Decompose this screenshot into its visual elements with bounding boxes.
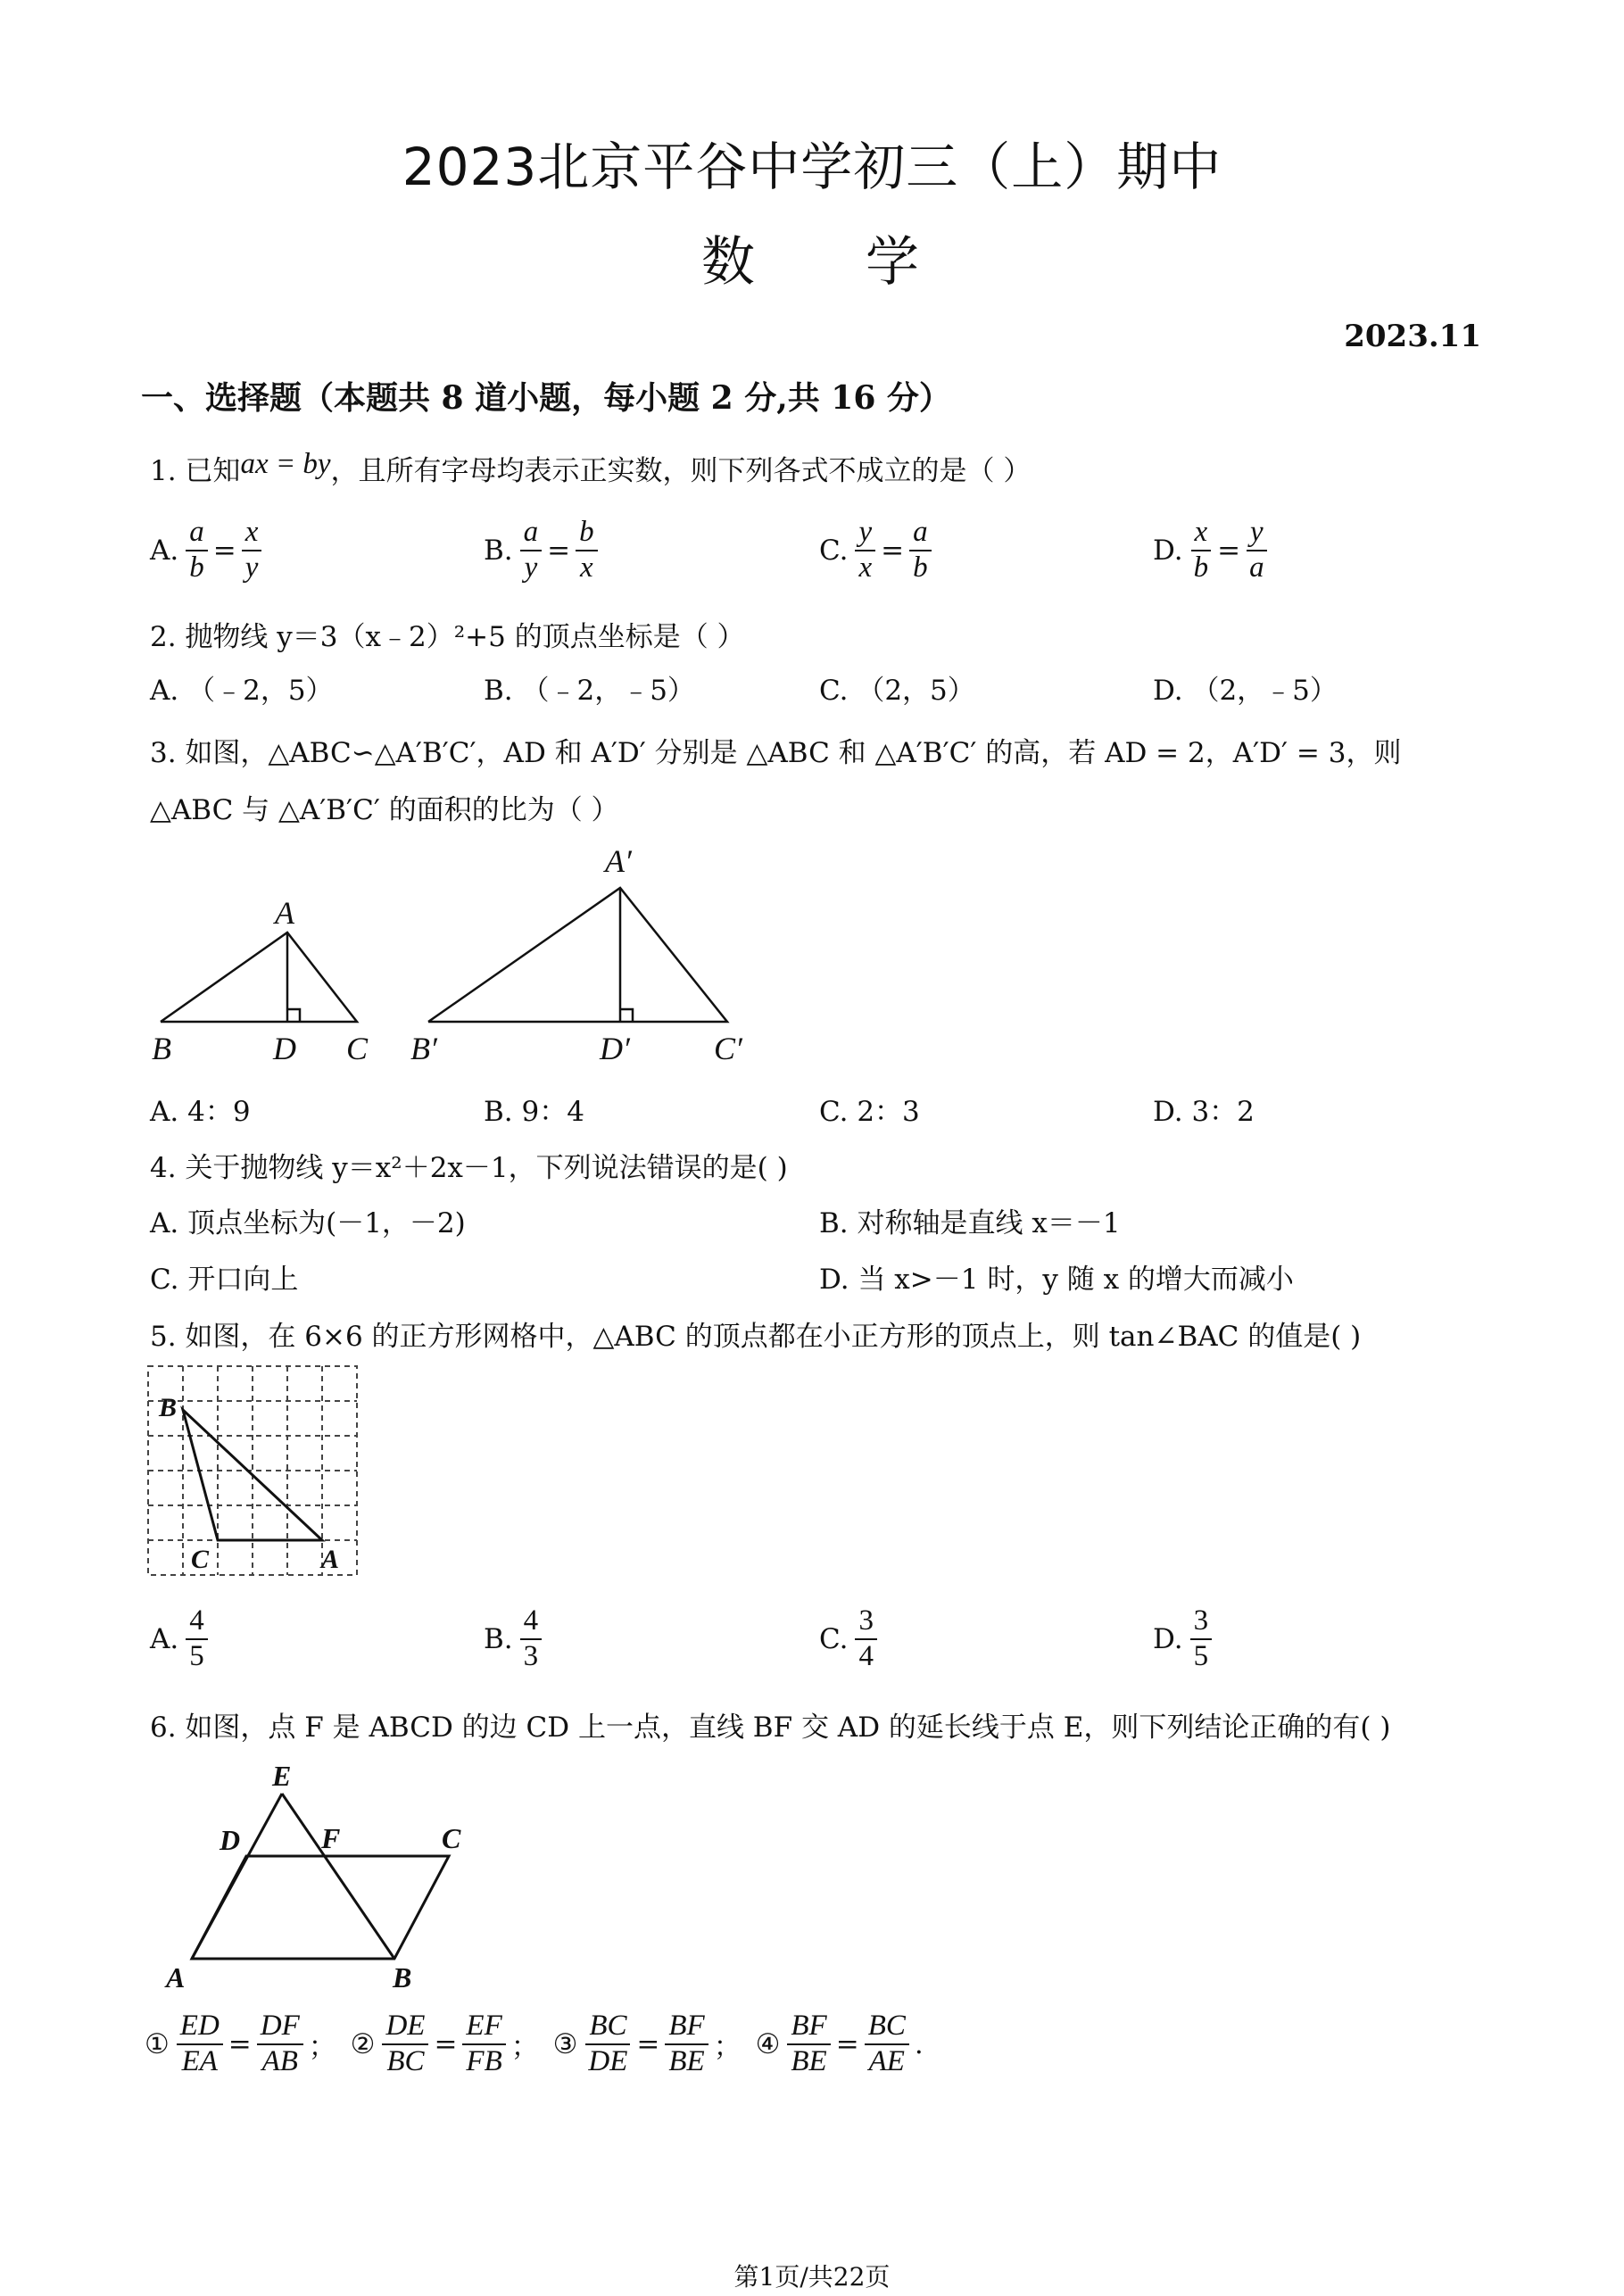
fig6-label-a: A — [166, 1961, 186, 1993]
denominator: EA — [181, 2044, 218, 2077]
grid-label-a: A — [321, 1545, 340, 1574]
q6-parallelogram-figure — [152, 1753, 491, 1994]
denominator: FB — [466, 2044, 502, 2077]
denominator: x — [858, 551, 873, 584]
q6-statement-2[interactable] — [350, 2010, 544, 2077]
q3-option-b[interactable]: B. 9：4 — [484, 1096, 584, 1128]
denominator: b — [913, 551, 928, 584]
equals-sign: = — [881, 534, 905, 567]
q6-statement-4[interactable] — [755, 2010, 929, 2077]
fraction — [855, 516, 875, 585]
label-b: B — [152, 1031, 171, 1066]
equals-sign: = — [212, 534, 236, 567]
denominator: DE — [588, 2044, 628, 2077]
subject-char-2: 学 — [866, 231, 923, 294]
denominator: 5 — [1193, 1639, 1209, 1672]
numerator: x — [1191, 516, 1212, 551]
separator: ； — [510, 2031, 539, 2064]
fig6-label-b: B — [393, 1961, 412, 1993]
line-eb — [282, 1794, 394, 1959]
triangle-abc — [161, 932, 357, 1022]
numerator: 4 — [186, 1604, 208, 1640]
denominator: b — [1193, 551, 1209, 584]
denominator: 4 — [858, 1639, 874, 1672]
option-label: A. — [150, 534, 179, 567]
parallelogram-abcd — [192, 1856, 449, 1959]
denominator: BC — [386, 2044, 425, 2077]
fraction — [177, 2010, 223, 2079]
fraction — [1190, 1604, 1213, 1674]
line-ae — [192, 1794, 282, 1959]
numerator: ED — [177, 2010, 223, 2045]
exam-title: 2023北京平谷中学初三（上）期中 — [402, 137, 1222, 197]
numerator: DF — [257, 2010, 303, 2045]
option-label: C. — [819, 534, 849, 567]
label-d-prime: D′ — [600, 1031, 630, 1066]
q5-option-d[interactable] — [1153, 1604, 1212, 1674]
label-c: C — [346, 1031, 369, 1066]
q2-option-b[interactable]: B. （﹣2，﹣5） — [484, 675, 695, 707]
numerator: BF — [665, 2010, 708, 2045]
numerator: b — [576, 516, 598, 551]
denominator: b — [189, 551, 204, 584]
denominator: a — [1249, 551, 1264, 584]
denominator: AB — [261, 2044, 298, 2077]
fraction — [855, 1604, 877, 1674]
q1-option-b[interactable] — [484, 516, 598, 585]
separator: . — [914, 2027, 924, 2060]
denominator: AE — [868, 2044, 905, 2077]
q5-grid-figure — [143, 1361, 366, 1584]
q2-option-d[interactable]: D. （2，﹣5） — [1153, 675, 1338, 707]
fraction — [186, 1604, 208, 1674]
numerator: 3 — [1190, 1604, 1213, 1640]
numerator: y — [1247, 516, 1267, 551]
right-angle-mark — [287, 1009, 300, 1022]
numerator: 3 — [855, 1604, 877, 1640]
label-d: D — [273, 1031, 296, 1066]
denominator: y — [524, 551, 538, 584]
fraction — [909, 516, 932, 585]
option-label: D. — [1153, 1622, 1183, 1655]
fraction — [257, 2010, 303, 2079]
grid-label-b: B — [159, 1393, 178, 1422]
grid-label-c: C — [191, 1545, 210, 1574]
denominator: 3 — [523, 1639, 539, 1672]
question-6: 6. 如图，点 F 是 ABCD 的边 CD 上一点，直线 BF 交 AD 的延长线于点 E，则下列结论正确的有( ) — [150, 1712, 1391, 1744]
fraction — [1246, 516, 1268, 585]
equals-sign: = — [835, 2027, 859, 2060]
option-label: B. — [484, 534, 513, 567]
q1-option-c[interactable] — [819, 516, 932, 585]
equals-sign: = — [636, 2027, 660, 2060]
statement-label: ② — [350, 2027, 376, 2060]
fraction — [576, 516, 598, 585]
subject-char-1: 数 — [701, 231, 758, 294]
denominator: BE — [791, 2044, 827, 2077]
fraction — [520, 1604, 543, 1674]
question-1 — [150, 448, 1031, 488]
question-2: 2. 抛物线 y＝3（x﹣2）²+5 的顶点坐标是（ ） — [150, 621, 745, 653]
question-3-line-2: △ABC 与 △A′B′C′ 的面积的比为（ ） — [150, 794, 619, 826]
equals-sign: = — [228, 2027, 252, 2060]
fraction — [584, 2010, 631, 2079]
separator: ； — [308, 2031, 336, 2064]
fraction — [462, 2010, 505, 2079]
label-b-prime: B′ — [410, 1031, 437, 1066]
option-label: A. — [150, 1622, 179, 1655]
q1-suffix: ，且所有字母均表示正实数，则下列各式不成立的是（ ） — [330, 455, 1032, 487]
q4-option-b[interactable]: B. 对称轴是直线 x＝－1 — [819, 1207, 1121, 1239]
numerator: BC — [865, 2010, 909, 2045]
numerator: 4 — [520, 1604, 543, 1640]
numerator: x — [242, 516, 262, 551]
fig6-label-c: C — [442, 1822, 461, 1854]
section-title: 一、选择题（本题共 8 道小题，每小题 2 分,共 16 分） — [141, 379, 951, 417]
equals-sign: = — [434, 2027, 458, 2060]
denominator: y — [244, 551, 259, 584]
fraction — [520, 516, 543, 585]
numerator: a — [520, 516, 543, 551]
q1-option-d[interactable] — [1153, 516, 1268, 585]
numerator: EF — [462, 2010, 505, 2045]
q2-option-a[interactable]: A. （﹣2，5） — [150, 675, 334, 707]
separator: ； — [713, 2031, 742, 2064]
numerator: a — [909, 516, 932, 551]
option-label: D. — [1153, 534, 1183, 567]
q5-option-b[interactable] — [484, 1604, 542, 1674]
statement-label: ① — [145, 2027, 170, 2060]
statement-label: ④ — [755, 2027, 781, 2060]
numerator: BF — [787, 2010, 830, 2045]
label-c-prime: C′ — [714, 1031, 742, 1066]
fraction — [787, 2010, 830, 2079]
q1-option-a[interactable] — [150, 516, 261, 585]
label-a: A — [275, 895, 294, 931]
fig6-label-d: D — [220, 1824, 241, 1856]
q3-triangles-figure — [143, 834, 767, 1075]
question-4: 4. 关于抛物线 y＝x²＋2x－1，下列说法错误的是( ) — [150, 1152, 788, 1184]
q1-expr: ax = by — [240, 448, 331, 480]
equals-sign: = — [1217, 534, 1241, 567]
q3-option-a[interactable]: A. 4：9 — [150, 1096, 251, 1128]
statement-label: ③ — [552, 2027, 578, 2060]
option-label: B. — [484, 1622, 513, 1655]
q4-option-d[interactable]: D. 当 x>－1 时，y 随 x 的增大而减小 — [819, 1264, 1294, 1296]
fraction — [665, 2010, 708, 2079]
fig6-label-f: F — [321, 1822, 341, 1854]
q4-option-c[interactable]: C. 开口向上 — [150, 1264, 299, 1296]
numerator: DE — [382, 2010, 428, 2045]
fraction — [865, 2010, 909, 2079]
q4-option-a[interactable]: A. 顶点坐标为(－1，－2) — [150, 1207, 466, 1239]
fraction — [242, 516, 262, 585]
question-3-line-1: 3. 如图，△ABC∽△A′B′C′，AD 和 A′D′ 分别是 △ABC 和 △A′B′C′ 的高，若 AD = 2，A′D′ = 3，则 — [150, 737, 1402, 769]
right-angle-mark-2 — [620, 1009, 633, 1022]
page-number: 第1页/共22页 — [733, 2262, 891, 2292]
q1-prefix: 1. 已知 — [150, 455, 241, 487]
label-a-prime: A′ — [605, 843, 632, 879]
q5-option-c[interactable] — [819, 1604, 877, 1674]
option-label: C. — [819, 1622, 849, 1655]
denominator: BE — [668, 2044, 705, 2077]
q5-option-a[interactable] — [150, 1604, 208, 1674]
q6-statement-3[interactable] — [552, 2010, 747, 2077]
numerator: y — [855, 516, 875, 551]
q3-option-c[interactable]: C. 2：3 — [819, 1096, 920, 1128]
q6-statement-1[interactable] — [145, 2010, 342, 2077]
q3-option-d[interactable]: D. 3：2 — [1153, 1096, 1255, 1128]
q6-statements — [145, 2010, 929, 2079]
denominator: 5 — [189, 1639, 204, 1672]
fraction — [382, 2010, 428, 2079]
numerator: BC — [585, 2010, 630, 2045]
exam-date: 2023.11 — [1344, 319, 1481, 354]
triangle-a2b2c2 — [428, 888, 727, 1022]
q2-option-c[interactable]: C. （2，5） — [819, 675, 975, 707]
fraction — [186, 516, 208, 585]
numerator: a — [186, 516, 208, 551]
question-5: 5. 如图，在 6×6 的正方形网格中，△ABC 的顶点都在小正方形的顶点上，则 tan∠BAC 的值是( ) — [150, 1321, 1362, 1353]
fig6-label-e: E — [272, 1760, 292, 1792]
subject-title — [0, 220, 1624, 296]
fraction — [1190, 516, 1213, 585]
equals-sign: = — [547, 534, 571, 567]
denominator: x — [580, 551, 593, 584]
